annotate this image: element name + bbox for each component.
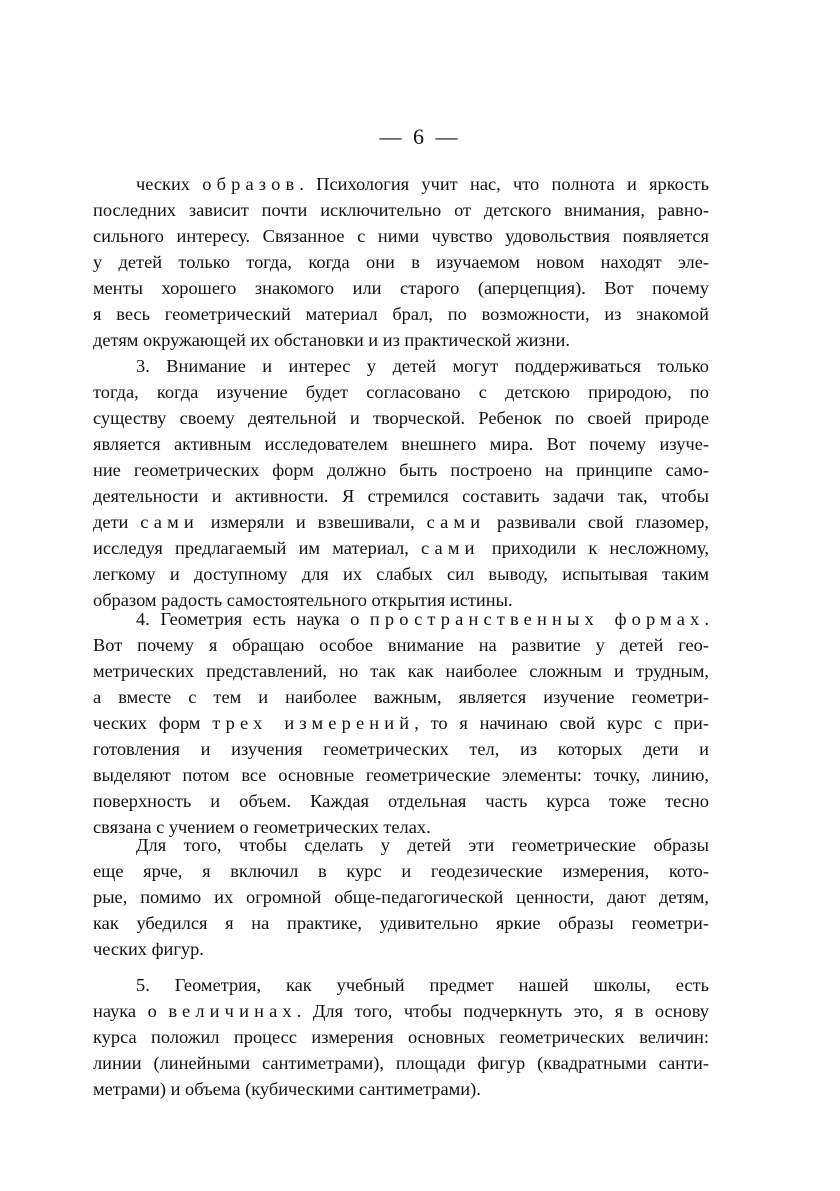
text-run: приходили к несложному, [479,538,709,558]
text-line [93,684,709,710]
text-line [93,535,709,561]
text-run: метрами) и объема (кубическими сантиметрами). [93,1079,481,1099]
text-run: как убедился я на практике, удивительно яркие образы геометри- [93,913,709,933]
text-run: измеряли и взвешивали, [198,512,427,532]
text-line [93,858,709,884]
text-run: ческих [136,174,203,194]
text-run: является активным исследователем внешнего мира. Вот почему изуче- [93,434,709,454]
text-run: образом радость самостоятельного открытия истины. [93,590,513,610]
text-run: последних зависит почти исключительно от детского внимания, равно- [93,200,709,220]
text-run: ние геометрических форм должно быть построено на принципе само- [93,460,709,480]
spaced-emphasis: пространственных формах [369,609,705,629]
text-run: Для того, чтобы сделать у детей эти геометрические образы [136,835,709,855]
text-run: связана с учением о геометрических телах. [93,817,431,837]
text-line [93,483,709,509]
text-line [93,561,709,587]
text-line [93,249,709,275]
text-line [93,327,709,353]
text-run: курса положил процесс измерения основных геометрических величин: [93,1027,709,1047]
text-run: дети [93,512,141,532]
text-run: . Психология учит нас, что полнота и яркость [299,174,709,194]
text-line [93,762,709,788]
text-run: 3. Внимание и интерес у детей могут поддерживаться только [136,356,709,376]
text-line [136,353,709,379]
text-run: исследуя предлагаемый им материал, [93,538,422,558]
text-line [93,509,709,535]
text-run: развивали свой глазомер, [485,512,710,532]
text-run: рые, помимо их огромной обще-педагогической ценности, дают детям, [93,887,709,907]
text-line [93,457,709,483]
text-run: Вот почему я обращаю особое внимание на развитие у детей гео- [93,635,709,655]
text-line [93,301,709,327]
spaced-emphasis: величинах [168,1001,297,1021]
text-run: наука о [93,1001,169,1021]
text-line [93,405,709,431]
text-line [93,936,709,962]
text-run: деятельности и активности. Я стремился составить задачи так, чтобы [93,486,709,506]
text-run: . Для того, чтобы подчеркнуть это, я в основу [296,1001,709,1021]
text-line [93,223,709,249]
text-line [93,998,709,1024]
text-run: выделяют потом все основные геометрические элементы: точку, линию, [93,765,709,785]
text-line [93,736,709,762]
text-line [93,658,709,684]
spaced-emphasis: сами [140,512,199,532]
text-line [93,431,709,457]
text-run: менты хорошего знакомого или старого (аперцепция). Вот почему [93,278,709,298]
spaced-emphasis: трех измерений [212,713,415,733]
text-line [93,379,709,405]
text-run: еще ярче, я включил в курс и геодезические измерения, кото- [93,861,709,881]
text-line [93,1024,709,1050]
spaced-emphasis: образов [202,174,300,194]
text-line [136,606,709,632]
text-line [93,1076,709,1102]
text-line [93,197,709,223]
text-line [93,1050,709,1076]
text-run: , то я начинаю свой курс с при- [414,713,710,733]
text-run: легкому и доступному для их слабых сил выводу, испытывая таким [93,564,709,584]
text-run: у детей только тогда, когда они в изучаемом новом находят эле- [93,252,709,272]
text-run: поверхность и объем. Каждая отдельная часть курса тоже тесно [93,791,709,811]
text-line [93,910,709,936]
text-run: существу своему деятельной и творческой. Ребенок по своей природе [93,408,709,428]
text-run: . [704,609,709,629]
text-run: 5. Геометрия, как учебный предмет нашей школы, есть [136,975,709,995]
text-run: детям окружающей их обстановки и из практической жизни. [93,330,570,350]
text-run: тогда, когда изучение будет согласовано с детскою природою, по [93,382,709,402]
text-line [93,632,709,658]
text-line [93,788,709,814]
text-line [93,275,709,301]
text-run: а вместе с тем и наиболее важным, является изучение геометри- [93,687,709,707]
spaced-emphasis: сами [421,538,480,558]
text-run: я весь геометрический материал брал, по возможности, из знакомой [93,304,709,324]
text-run: метрических представлений, но так как наиболее сложным и трудным, [93,661,709,681]
text-run: 4. Геометрия есть наука о [136,609,370,629]
text-line [136,171,709,197]
text-run: ческих форм [93,713,213,733]
text-run: готовления и изучения геометрических тел, из которых дети и [93,739,709,759]
spaced-emphasis: сами [426,512,486,532]
text-run: сильного интересу. Связанное с ними чувство удовольствия появляется [93,226,709,246]
text-line [136,972,709,998]
text-run: ческих фигур. [93,939,204,959]
page-number: — 6 — [379,124,461,149]
text-line [93,710,709,736]
text-run: линии (линейными сантиметрами), площади фигур (квадратными санти- [93,1053,709,1073]
text-line [136,832,709,858]
text-line [93,884,709,910]
